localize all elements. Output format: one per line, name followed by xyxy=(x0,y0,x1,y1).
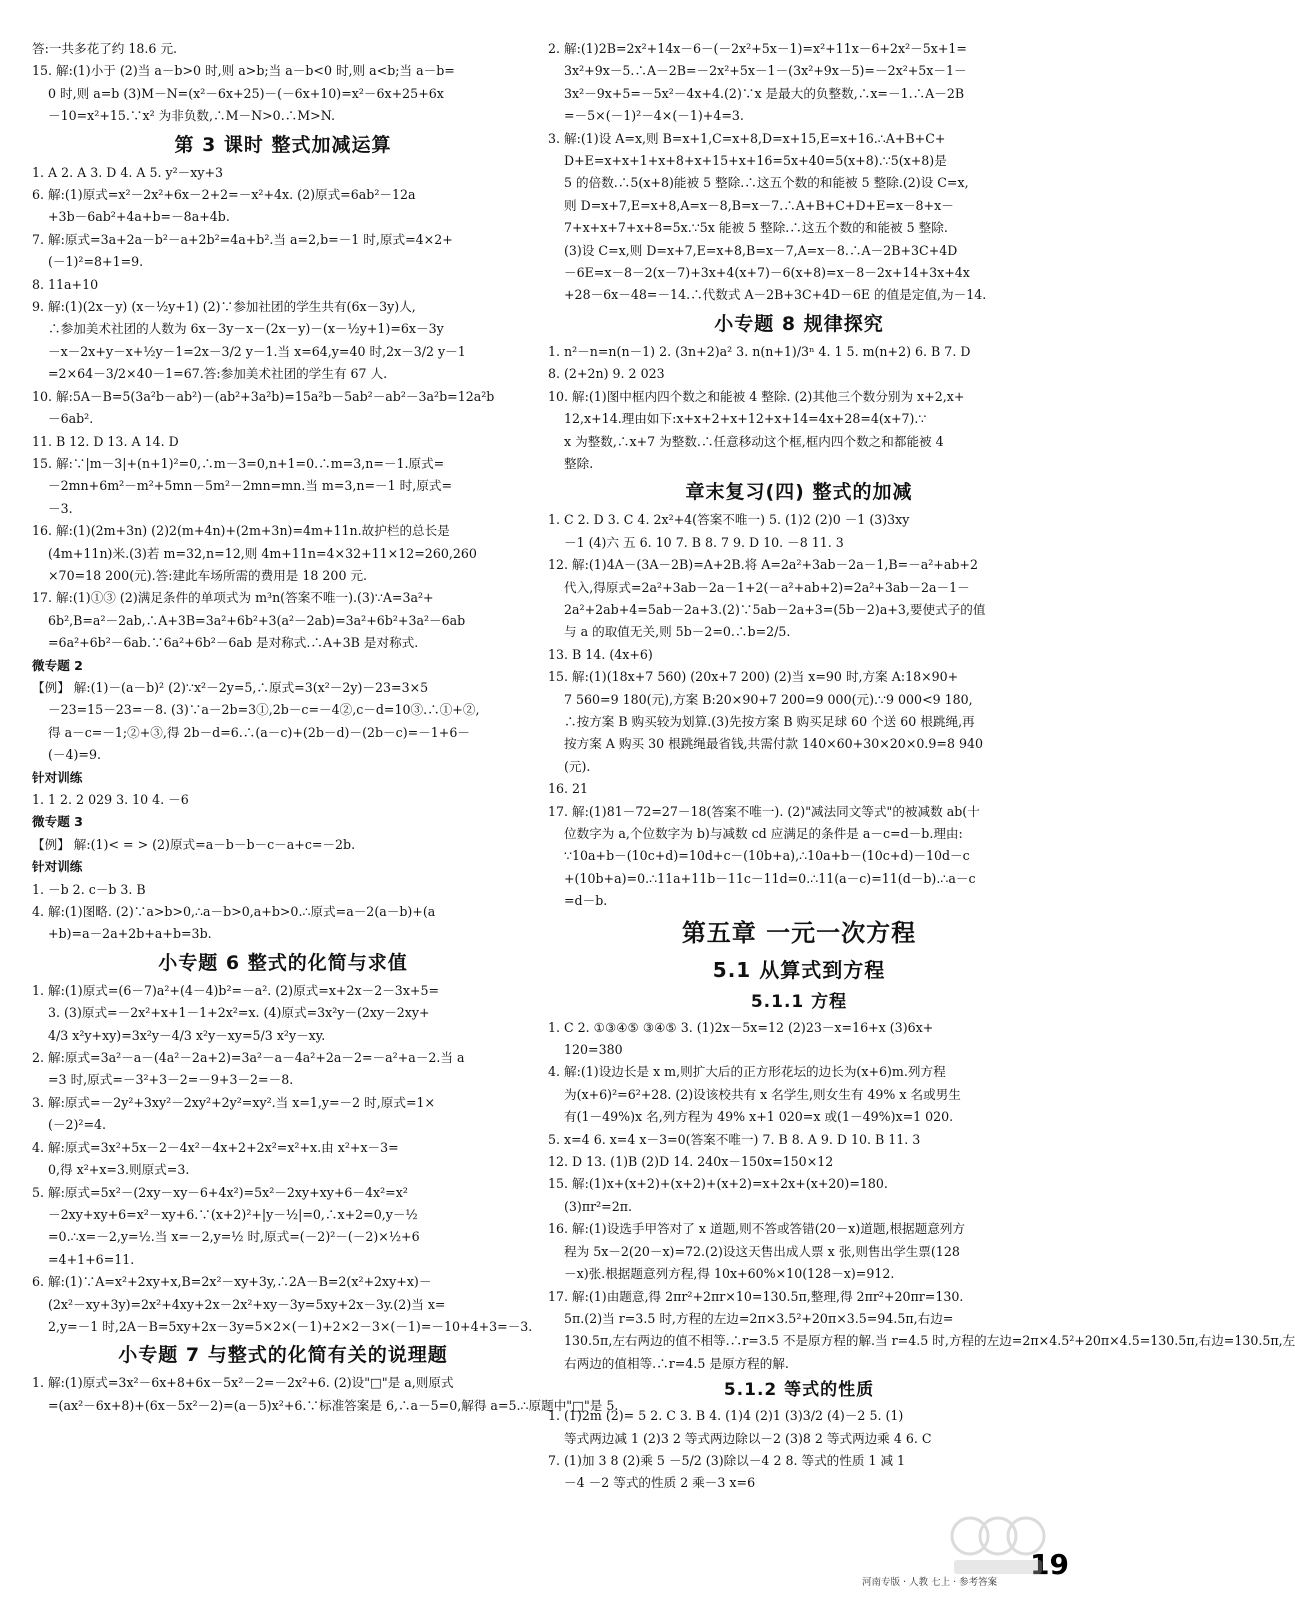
answer-line-continued: (4m+11n)米.(3)若 m=32,n=12,则 4m+11n=4×32+11×12=260,260 xyxy=(48,545,477,561)
answer-line-continued: 位数字为 a,个位数字为 b)与减数 cd 应满足的条件是 a－c=d－b.理由: xyxy=(564,826,963,841)
answer-line-continued: －10=x²+15.∵x² 为非负数,∴M－N>0.∴M>N. xyxy=(48,108,335,124)
answer-line-continued: 右两边的值相等.∴r=4.5 是原方程的解. xyxy=(564,1355,789,1371)
answer-line: 3. 解:(1)设 A=x,则 B=x+1,C=x+8,D=x+15,E=x+16.∴A+B+C+ xyxy=(548,130,946,146)
subtopic-label: 微专题 3 xyxy=(32,814,83,830)
watermark-logo-icon xyxy=(948,1512,1048,1578)
answer-line-continued: +b)=a－2a+2b+a+b=3b. xyxy=(48,926,212,942)
answer-line: 15. 解:∵|m－3|+(n+1)²=0,∴m－3=0,n+1=0.∴m=3,n=－1.原式= xyxy=(32,455,445,471)
answer-line-continued: =d－b. xyxy=(564,893,608,909)
answer-line-continued: 6b²,B=a²－2ab,∴A+3B=3a²+6b²+3(a²－2ab)=3a²+6b²+3a²－6ab xyxy=(48,612,466,628)
answer-line-continued: (－4)=9. xyxy=(48,747,102,763)
answer-line-continued: x 为整数,∴x+7 为整数.∴任意移动这个框,框内四个数之和都能被 4 xyxy=(564,433,944,449)
answer-line-continued: ∴按方案 B 购买较为划算.(3)先按方案 B 购买足球 60 个送 60 根跳绳,再 xyxy=(564,713,975,729)
answer-line: 17. 解:(1)81－72=27－18(答案不唯一). (2)"减法同文等式"的被减数 ab(十 xyxy=(548,803,980,819)
answer-line-continued: =3 时,原式=－3²+3－2=－9+3－2=－8. xyxy=(48,1072,294,1088)
answer-line-continued: 5 的倍数.∴5(x+8)能被 5 整除.∴这五个数的和能被 5 整除.(2)设 C=x, xyxy=(564,175,969,191)
answer-line-continued: 0 时,则 a=b (3)M－N=(x²－6x+25)－(－6x+10)=x²－6x+25+6x xyxy=(48,85,444,101)
answer-line-continued: －2xy+xy+6=x²－xy+6.∵(x+2)²+|y－½|=0,∴x+2=0,y－½ xyxy=(48,1206,418,1222)
answer-line-continued: =－5×(－1)²－4×(－1)+4=3. xyxy=(564,108,744,124)
answer-line-continued: =2×64－3/2×40－1=67.答:参加美术社团的学生有 67 人. xyxy=(48,366,388,382)
answer-line: 答:一共多花了约 18.6 元. xyxy=(32,41,178,56)
answer-line: 1. C 2. D 3. C 4. 2x²+4(答案不唯一) 5. (1)2 (2)0 －1 (3)3xy xyxy=(548,512,910,528)
right-column xyxy=(548,38,1295,1495)
answer-line: 8. 11a+10 xyxy=(32,276,99,292)
answer-line: 4. 解:(1)图略. (2)∵a>b>0,∴a－b>0,a+b>0.∴原式=a－2(a－b)+(a xyxy=(32,904,436,920)
answer-line: 15. 解:(1)x+(x+2)+(x+2)+(x+2)=x+2x+(x+20)=180. xyxy=(548,1176,888,1192)
subtopic-label: 针对训练 xyxy=(32,859,83,875)
answer-line: 11. B 12. D 13. A 14. D xyxy=(32,433,179,449)
answer-line-continued: 120=380 xyxy=(564,1042,623,1058)
answer-line-continued: 0,得 x²+x=3.则原式=3. xyxy=(48,1162,190,1178)
answer-line-continued: －x－2x+y－x+½y－1=2x－3/2 y－1.当 x=64,y=40 时,2x－3/2 y－1 xyxy=(48,343,466,359)
answer-line-continued: 130.5π,左右两边的值不相等.∴r=3.5 不是原方程的解.当 r=4.5 时,方程的左边=2π×4.5²+20π×4.5=130.5π,右边=130.5π,左 xyxy=(564,1333,1295,1349)
answer-line-continued: +3b－6ab²+4a+b=－8a+4b. xyxy=(48,209,230,225)
answer-line: 9. 解:(1)(2x－y) (x－½y+1) (2)∵参加社团的学生共有(6x－3y)人, xyxy=(32,299,416,315)
answer-line: 17. 解:(1)①③ (2)满足条件的单项式为 m³n(答案不唯一).(3)∵A=3a²+ xyxy=(32,590,434,606)
answer-line-continued: =0.∴x=－2,y=½.当 x=－2,y=½ 时,原式=(－2)²－(－2)×½+6 xyxy=(48,1229,420,1245)
answer-line: 1. 1 2. 2 029 3. 10 4. －6 xyxy=(32,792,189,807)
answer-line: 5. 解:原式=5x²－(2xy－xy－6+4x²)=5x²－2xy+xy+6－4x²=x² xyxy=(32,1184,408,1200)
answer-line: 12. D 13. (1)B (2)D 14. 240x－150x=150×12 xyxy=(548,1154,834,1170)
section-heading: 5.1 从算式到方程 xyxy=(712,957,886,982)
answer-line: 17. 解:(1)由题意,得 2πr²+2πr×10=130.5π,整理,得 2πr²+20πr=130. xyxy=(548,1288,964,1304)
answer-line-continued: ∴参加美术社团的人数为 6x－3y－x－(2x－y)－(x－½y+1)=6x－3y xyxy=(48,321,444,337)
answer-line: 10. 解:5A－B=5(3a²b－ab²)－(ab²+3a²b)=15a²b－5ab²－ab²－3a²b=12a²b xyxy=(32,388,495,404)
answer-line: 1. 解:(1)原式=(6－7)a²+(4－4)b²=－a². (2)原式=x+2x－2－3x+5= xyxy=(32,982,440,998)
answer-line-continued: －6ab². xyxy=(48,411,94,427)
answer-line-continued: ∵10a+b－(10c+d)=10d+c－(10b+a),∴10a+b－(10c+d)－10d－c xyxy=(564,848,970,864)
answer-line: 16. 解:(1)设选手甲答对了 x 道题,则不答或答错(20－x)道题,根据题意列方 xyxy=(548,1221,966,1237)
answer-line: 1. A 2. A 3. D 4. A 5. y²－xy+3 xyxy=(32,164,224,180)
answer-line: 2. 解:原式=3a²－a－(4a²－2a+2)=3a²－a－4a²+2a－2=－a²+a－2.当 a xyxy=(32,1050,465,1066)
answer-line-continued: －4 －2 等式的性质 2 乘－3 x=6 xyxy=(564,1475,756,1491)
answer-line-continued: －2mn+6m²－m²+5mn－5m²－2mn=mn.当 m=3,n=－1 时,原式= xyxy=(48,478,452,494)
answer-line-continued: 7+x+x+7+x+8=5x.∵5x 能被 5 整除.∴这五个数的和能被 5 整除. xyxy=(564,220,948,236)
answer-line-continued: (－1)²=8+1=9. xyxy=(48,254,144,270)
section-heading: 章末复习(四) 整式的加减 xyxy=(685,481,913,504)
answer-line-continued: 有(1－49%)x 名,列方程为 49% x+1 020=x 或(1－49%)x=1 020. xyxy=(564,1109,954,1125)
answer-line: 1. n²－n=n(n－1) 2. (3n+2)a² 3. n(n+1)/3ⁿ 4. 1 5. m(n+2) 6. B 7. D xyxy=(548,343,971,359)
answer-line-continued: －23=15－23=－8. (3)∵a－2b=3①,2b－c=－4②,c－d=10③.∴①+②, xyxy=(48,702,480,718)
answer-line: 1. 解:(1)原式=3x²－6x+8+6x－5x²－2=－2x²+6. (2)设"□"是 a,则原式 xyxy=(32,1375,454,1391)
answer-line-continued: (－2)²=4. xyxy=(48,1117,107,1133)
answer-line-continued: ×70=18 200(元).答:建此车场所需的费用是 18 200 元. xyxy=(48,567,368,583)
answer-line-continued: 代入,得原式=2a²+3ab－2a－1+2(－a²+ab+2)=2a²+3ab－2a－1－ xyxy=(564,579,970,595)
answer-line-continued: 3. (3)原式=－2x²+x+1－1+2x²=x. (4)原式=3x²y－(2xy－2xy+ xyxy=(48,1005,430,1021)
answer-line-continued: －6E=x－8－2(x－7)+3x+4(x+7)－6(x+8)=x－8－2x+14+3x+4x xyxy=(564,265,970,281)
answer-line-continued: =6a²+6b²－6ab.∵6a²+6b²－6ab 是对称式.∴A+3B 是对称式. xyxy=(48,635,419,651)
answer-line-continued: =(ax²－6x+8)+(6x－5x²－2)=(a－5)x²+6.∵标准答案是 6,∴a－5=0,解得 a=5.∴原题中"□"是 5. xyxy=(48,1397,619,1413)
answer-line-continued: 整除. xyxy=(564,455,594,471)
answer-line-continued: D+E=x+x+1+x+8+x+15+x+16=5x+40=5(x+8).∵5(x+8)是 xyxy=(564,153,947,169)
section-heading: 第 3 课时 整式加减运算 xyxy=(174,133,392,156)
section-heading: 小专题 7 与整式的化简有关的说理题 xyxy=(118,1344,448,1367)
answer-line-continued: 为(x+6)²=6²+28. (2)设该校共有 x 名学生,则女生有 49% x 名或男生 xyxy=(564,1086,961,1102)
answer-line-continued: 按方案 A 购买 30 根跳绳最省钱,共需付款 140×60+30×20×0.9=8 940 xyxy=(564,736,984,752)
answer-line: 15. 解:(1)小于 (2)当 a－b>0 时,则 a>b;当 a－b<0 时,则 a<b;当 a－b= xyxy=(32,63,455,79)
answer-line-continued: －1 (4)六 五 6. 10 7. B 8. 7 9. D 10. －8 11. 3 xyxy=(564,534,844,550)
answer-line-continued: 7 560=9 180(元),方案 B:20×90+7 200=9 000(元).∵9 000<9 180, xyxy=(564,691,973,707)
answer-line: 【例】 解:(1)< = > (2)原式=a－b－b－c－a+c=－2b. xyxy=(32,836,356,852)
answer-line-continued: －x)张.根据题意列方程,得 10x+60%×10(128－x)=912. xyxy=(564,1266,895,1282)
subsection-heading: 5.1.2 等式的性质 xyxy=(723,1380,875,1401)
answer-line: 5. x=4 6. x=4 x－3=0(答案不唯一) 7. B 8. A 9. D 10. B 11. 3 xyxy=(548,1131,921,1147)
answer-line-continued: 则 D=x+7,E=x+8,A=x－8,B=x－7.∴A+B+C+D+E=x－8+x－ xyxy=(564,197,954,213)
answer-line-continued: =4+1+6=11. xyxy=(48,1251,135,1267)
answer-line-continued: 3x²+9x－5.∴A－2B=－2x²+5x－1－(3x²+9x－5)=－2x²+5x－1－ xyxy=(564,63,967,79)
answer-line-continued: (3)设 C=x,则 D=x+7,E=x+8,B=x－7,A=x－8.∴A－2B+3C+4D xyxy=(564,242,958,258)
answer-line-continued: 等式两边减 1 (2)3 2 等式两边除以－2 (3)8 2 等式两边乘 4 6. C xyxy=(564,1430,932,1446)
subsection-heading: 5.1.1 方程 xyxy=(750,991,848,1012)
answer-line: 10. 解:(1)图中框内四个数之和能被 4 整除. (2)其他三个数分别为 x+2,x+ xyxy=(548,388,965,404)
answer-line-continued: 得 a－c=－1;②+③,得 2b－d=6.∴(a－c)+(2b－d)－(2b－c)=－1+6－ xyxy=(48,724,470,740)
answer-line: 7. 解:原式=3a+2a－b²－a+2b²=4a+b².当 a=2,b=－1 时,原式=4×2+ xyxy=(32,231,453,247)
answer-line-continued: －3. xyxy=(48,500,73,516)
answer-line: 3. 解:原式=－2y²+3xy²－2xy²+2y²=xy².当 x=1,y=－2 时,原式=1× xyxy=(32,1094,436,1110)
answer-line: 【例】 解:(1)－(a－b)² (2)∵x²－2y=5,∴原式=3(x²－2y)－23=3×5 xyxy=(32,679,429,695)
answer-line: 6. 解:(1)原式=x²－2x²+6x－2+2=－x²+4x. (2)原式=6ab²－12a xyxy=(32,187,416,203)
answer-line-continued: (3)πr²=2π. xyxy=(564,1198,633,1214)
answer-line-continued: (元). xyxy=(564,758,591,774)
answer-line: 16. 21 xyxy=(548,781,589,797)
answer-line-continued: 2a²+2ab+4=5ab－2a+3.(2)∵5ab－2a+3=(5b－2)a+3,要使式子的值 xyxy=(564,601,986,617)
footer-text: 河南专版 · 人教 七上 · 参考答案 xyxy=(862,1577,998,1588)
answer-line: 4. 解:原式=3x²+5x－2－4x²－4x+2+2x²=x²+x.由 x²+x－3= xyxy=(32,1139,399,1155)
answer-line-continued: +28－6x－48=－14.∴代数式 A－2B+3C+4D－6E 的值是定值,为－14. xyxy=(564,287,987,303)
answer-line-continued: +(10b+a)=0.∴11a+11b－11c－11d=0.∴11(a－c)=11(d－b).∴a－c xyxy=(564,870,976,886)
answer-line-continued: (2x²－xy+3y)=2x²+4xy+2x－2x²+xy－3y=5xy+2x－3y.(2)当 x= xyxy=(48,1296,446,1312)
answer-line: 16. 解:(1)(2m+3n) (2)2(m+4n)+(2m+3n)=4m+11n.故护栏的总长是 xyxy=(32,523,450,539)
page-number: 19 xyxy=(1030,1548,1069,1581)
answer-line-continued: 4/3 x²y+xy)=3x²y－4/3 x²y－xy=5/3 x²y－xy. xyxy=(48,1027,326,1043)
answer-line: 6. 解:(1)∵A=x²+2xy+x,B=2x²－xy+3y,∴2A－B=2(x²+2xy+x)－ xyxy=(32,1274,432,1290)
answer-line-continued: 2,y=－1 时,2A－B=5xy+2x－3y=5×2×(－1)+2×2－3×(－1)=－10+4+3=－3. xyxy=(48,1318,533,1334)
section-heading: 小专题 6 整式的化简与求值 xyxy=(158,951,408,974)
answer-line: 4. 解:(1)设边长是 x m,则扩大后的正方形花坛的边长为(x+6)m.列方程 xyxy=(548,1064,946,1080)
answer-line: 8. (2+2n) 9. 2 023 xyxy=(548,366,665,382)
answer-line-continued: 3x²－9x+5=－5x²－4x+4.(2)∵x 是最大的负整数,∴x=－1.∴A－2B xyxy=(564,85,965,101)
answer-line-continued: 12,x+14.理由如下:x+x+2+x+12+x+14=4x+28=4(x+7).∵ xyxy=(564,411,927,427)
subtopic-label: 微专题 2 xyxy=(32,657,83,673)
answer-line: 1. (1)2m (2)= 5 2. C 3. B 4. (1)4 (2)1 (3)3/2 (4)－2 5. (1) xyxy=(548,1408,904,1424)
answer-line-continued: 与 a 的取值无关,则 5b－2=0.∴b=2/5. xyxy=(564,624,791,640)
answer-line-continued: 5π.(2)当 r=3.5 时,方程的左边=2π×3.5²+20π×3.5=94.5π,右边= xyxy=(564,1310,954,1326)
answer-line: 1. C 2. ①③④⑤ ③④⑤ 3. (1)2x－5x=12 (2)23－x=16+x (3)6x+ xyxy=(548,1019,934,1035)
answer-line-continued: 程为 5x－2(20－x)=72.(2)设这天售出成人票 x 张,则售出学生票(128 xyxy=(564,1243,960,1259)
subtopic-label: 针对训练 xyxy=(32,769,83,785)
answer-line: 15. 解:(1)(18x+7 560) (20x+7 200) (2)当 x=90 时,方案 A:18×90+ xyxy=(548,669,959,685)
answer-line: 13. B 14. (4x+6) xyxy=(548,646,653,662)
answer-line: 7. (1)加 3 8 (2)乘 5 －5/2 (3)除以－4 2 8. 等式的性质 1 减 1 xyxy=(548,1452,906,1468)
answer-line: 1. －b 2. c－b 3. B xyxy=(32,881,146,897)
answer-line: 2. 解:(1)2B=2x²+14x－6－(－2x²+5x－1)=x²+11x－6+2x²－5x+1= xyxy=(548,41,967,56)
section-heading: 小专题 8 规律探究 xyxy=(714,312,884,335)
chapter-heading: 第五章 一元一次方程 xyxy=(681,918,917,947)
answer-line: 12. 解:(1)4A－(3A－2B)=A+2B.将 A=2a²+3ab－2a－1,B=－a²+ab+2 xyxy=(548,557,978,573)
